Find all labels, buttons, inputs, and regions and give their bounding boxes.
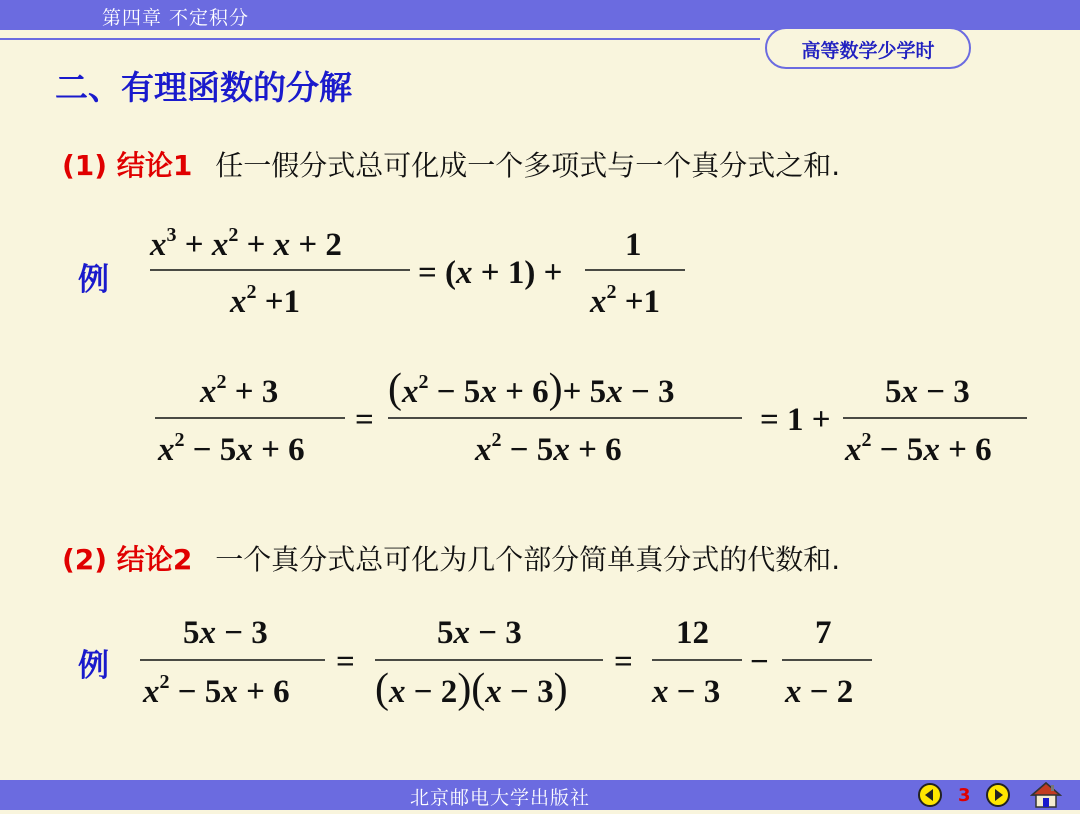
course-badge-text: 高等数学少学时 xyxy=(801,40,935,62)
svg-text:5x − 3: 5x − 3 xyxy=(885,374,970,410)
publisher-name: 北京邮电大学出版社 xyxy=(410,787,591,809)
conclusion-2-label: (2) 结论2 xyxy=(62,543,193,576)
svg-text:1: 1 xyxy=(625,227,642,263)
svg-text:x2 − 5x + 6: $x^2 - 5x + 6$ xyxy=(158,429,305,468)
svg-text:−: − xyxy=(750,644,769,680)
svg-text:= (x + 1) +: = (x + 1) + xyxy=(418,255,563,291)
svg-text:x2 − 5x + 6: $x^2 - 5x + 6$ xyxy=(475,429,622,468)
example-2-label: 例 xyxy=(78,648,109,684)
svg-text:=: = xyxy=(614,644,633,680)
svg-text:7: 7 xyxy=(815,615,832,651)
svg-text:x − 3: x − 3 xyxy=(652,674,721,710)
svg-text:= 1 +: = 1 + xyxy=(760,402,831,438)
home-icon[interactable] xyxy=(1030,780,1062,810)
chapter-title: 第四章 不定积分 xyxy=(102,7,250,29)
prev-arrow-icon[interactable] xyxy=(918,783,942,807)
formula-1 xyxy=(149,224,685,320)
svg-text:x2 − 5x + 6: $x^2 - 5x + 6$ xyxy=(143,671,290,710)
svg-text:x2 + 3: $x^2 + 3$ xyxy=(200,371,279,410)
conclusion-2-text: 一个真分式总可化为几个部分简单真分式的代数和. xyxy=(215,543,841,576)
section-title: 二、有理函数的分解 xyxy=(55,68,352,107)
svg-text:x2 +1: $x^2 +1$ xyxy=(230,281,301,320)
formula-2 xyxy=(155,366,1027,468)
page-number: 3 xyxy=(958,785,971,806)
next-arrow-icon[interactable] xyxy=(986,783,1010,807)
svg-text:=: = xyxy=(355,402,374,438)
svg-text:x2 − 5x + 6: $x^2 - 5x + 6$ xyxy=(845,429,992,468)
svg-text:(x2 − 5x + 6)+ 5x − 3: $(x^2 - 5x + 6)+ 5x - 3$ xyxy=(388,366,675,412)
example-1-label: 例 xyxy=(78,262,109,298)
svg-text:x − 2: x − 2 xyxy=(785,674,854,710)
conclusion-1-label: (1) 结论1 xyxy=(62,149,193,182)
formula-3 xyxy=(140,615,872,712)
svg-text:x2 +1: $x^2 +1$ xyxy=(590,281,661,320)
svg-text:(x − 2)(x − 3): (x − 2)(x − 3) xyxy=(375,666,568,712)
svg-text:5x − 3: 5x − 3 xyxy=(437,615,522,651)
svg-text:12: 12 xyxy=(676,615,709,651)
svg-text:=: = xyxy=(336,644,355,680)
conclusion-1-text: 任一假分式总可化成一个多项式与一个真分式之和. xyxy=(215,149,841,182)
svg-text:5x − 3: 5x − 3 xyxy=(183,615,268,651)
svg-text:x3 + x2 + x + 2: $x^3 + x^2 + x + 2$ xyxy=(150,224,342,263)
